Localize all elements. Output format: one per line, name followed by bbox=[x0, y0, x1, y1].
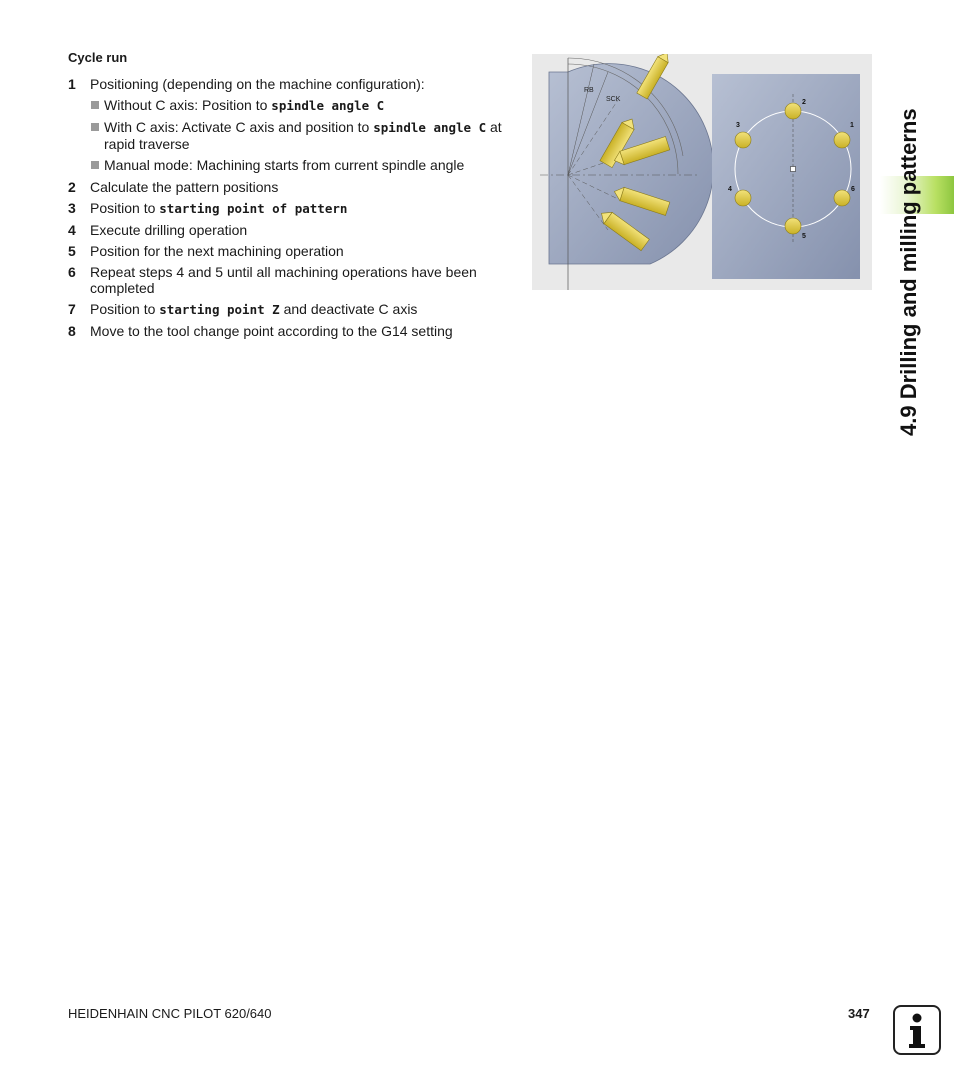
front-view-panel bbox=[712, 74, 860, 279]
rb-label: RB bbox=[584, 87, 594, 94]
center-point bbox=[791, 167, 796, 172]
hole-number: 1 bbox=[850, 122, 854, 129]
page-number: 347 bbox=[848, 1006, 870, 1021]
sck-label: SCK bbox=[606, 96, 621, 103]
step-number: 1 bbox=[68, 76, 76, 92]
code-term: starting point of pattern bbox=[159, 201, 348, 216]
code-term: spindle angle C bbox=[271, 98, 385, 113]
step-number: 6 bbox=[68, 264, 76, 280]
step-1-bullets bbox=[90, 97, 508, 173]
hole-number: 5 bbox=[802, 233, 806, 240]
hole-number: 6 bbox=[851, 186, 855, 193]
step-number: 4 bbox=[68, 222, 76, 238]
info-icon bbox=[893, 1005, 941, 1055]
step-2 bbox=[68, 179, 508, 195]
hole-number: 3 bbox=[736, 122, 740, 129]
step-5 bbox=[68, 243, 508, 259]
step-text: Calculate the pattern positions bbox=[90, 179, 279, 195]
step-8 bbox=[68, 323, 508, 339]
step-4 bbox=[68, 222, 508, 238]
step-text: Position for the next machining operation bbox=[90, 243, 344, 259]
step-1 bbox=[68, 76, 508, 173]
face-view-background bbox=[712, 74, 860, 279]
step-7: 7 Position to starting point Z and deactivate C axis bbox=[68, 301, 418, 317]
code-term: spindle angle C bbox=[373, 120, 487, 135]
drilling-pattern-figure bbox=[532, 54, 872, 290]
bullet-item: With C axis: Activate C axis and position to spindle angle C at rapid traverse bbox=[90, 119, 508, 152]
step-number: 7 bbox=[68, 301, 76, 317]
step-number: 3 bbox=[68, 200, 76, 216]
step-3: 3 Position to starting point of pattern bbox=[68, 200, 348, 216]
step-number: 2 bbox=[68, 179, 76, 195]
square-bullet-icon bbox=[91, 123, 99, 131]
square-bullet-icon bbox=[91, 101, 99, 109]
step-text: Move to the tool change point according to the G14 setting bbox=[90, 323, 453, 339]
chapter-side-title: 4.9 Drilling and milling patterns bbox=[896, 108, 921, 436]
step-text: Repeat steps 4 and 5 until all machining operations have been completed bbox=[90, 264, 477, 296]
step-number: 8 bbox=[68, 323, 76, 339]
section-heading: Cycle run bbox=[68, 50, 128, 65]
step-text: Positioning (depending on the machine configuration): bbox=[90, 76, 425, 92]
square-bullet-icon bbox=[91, 161, 99, 169]
hole-number: 4 bbox=[728, 186, 732, 193]
step-number: 5 bbox=[68, 243, 76, 259]
bullet-item: Without C axis: Position to spindle angle C bbox=[90, 97, 508, 114]
hole-number: 2 bbox=[802, 99, 806, 106]
step-text: Execute drilling operation bbox=[90, 222, 248, 238]
cycle-steps-list bbox=[68, 76, 508, 344]
bullet-item: Manual mode: Machining starts from current spindle angle bbox=[90, 157, 508, 173]
step-6 bbox=[68, 264, 508, 296]
footer-product-name: HEIDENHAIN CNC PILOT 620/640 bbox=[68, 1006, 272, 1021]
code-term: starting point Z bbox=[159, 302, 280, 317]
